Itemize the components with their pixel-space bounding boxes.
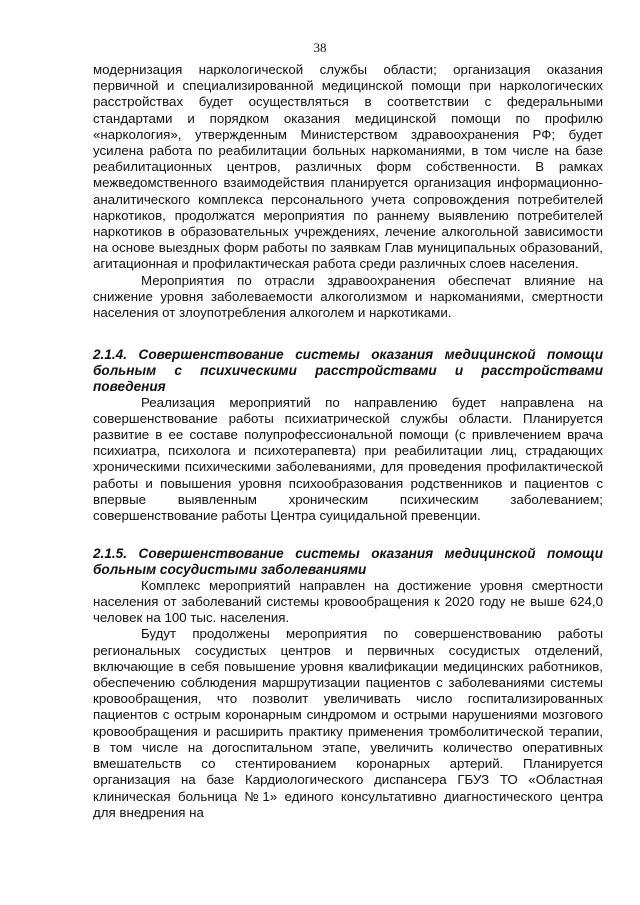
paragraph-narcology-continued: модернизация наркологической службы области; организация оказания первичной и специализированной медицинской помощи при наркологических расстройствах будет осуществляться в соответствии с федеральными стандартами и порядком оказания медицинской помощи по профилю «наркология», утвержденным Министерством здравоохранения РФ; будет усилена работа по реабилитации больных наркоманиями, в том числе на базе реабилитационных центров, различных форм собственности. В рамках межведомственного взаимодействия планируется организация информационно-аналитического комплекса персонального учета сопровождения потребителей наркотиков, продолжатся мероприятия по раннему выявлению потребителей наркотиков в образовательных учреждениях, лечение алкогольной зависимости на основе выездных форм работы по заявкам Глав муниципальных образований, агитационная и профилактическая работа среди различных слоев населения. (93, 62, 603, 272)
paragraph-expected-effect: Мероприятия по отрасли здравоохранения обеспечат влияние на снижение уровня заболеваемости алкоголизмом и наркоманиями, смертности населения от злоупотребления алкоголем и наркотиками. (93, 272, 603, 321)
paragraph-vascular-centers: Будут продолжены мероприятия по совершенствованию работы региональных сосудистых центров и первичных сосудистых отделений, включающие в себя повышение уровня квалификации медицинских работников, обеспечению соблюдения маршрутизации пациентов с заболеваниями системы кровообращения, что позволит увеличивать число госпитализированных пациентов с острым коронарным синдромом и острыми нарушениями мозгового кровообращения и расширить практику применения тромболитической терапии, в том числе на догоспитальном этапе, увеличить количество оперативных вмешательств со стентированием коронарных артерий. Планируется организация на базе Кардиологического диспансера ГБУЗ ТО «Областная клиническая больница №1» единого консультативно диагностического центра для внедрения на (93, 626, 603, 820)
document-body (93, 62, 603, 821)
paragraph-psychiatric-service: Реализация мероприятий по направлению будет направлена на совершенствование работы психиатрической службы области. Планируется развитие в ее составе полупрофессиональной помощи (с привлечением врача психиатра, психолога и психотерапевта) при реабилитации лиц, страдающих хроническими психическими заболеваниями, для проведения профилактической работы и повышения уровня психообразования родственников и пациентов с впервые выявленным хроническим психическим заболеванием; совершенствование работы Центра суицидальной превенции. (93, 394, 603, 524)
page-number: 38 (313, 40, 327, 55)
paragraph-mortality-target: Комплекс мероприятий направлен на достижение уровня смертности населения от заболеваний системы кровообращения к 2020 году не выше 624,0 человек на 100 тыс. населения. (93, 577, 603, 626)
section-heading-2-1-5: 2.1.5. Совершенствование системы оказания медицинской помощи больным сосудистыми заболеваниями (93, 546, 603, 578)
section-heading-2-1-4: 2.1.4. Совершенствование системы оказания медицинской помощи больным с психическими расстройствами и расстройствами поведения (93, 347, 603, 394)
